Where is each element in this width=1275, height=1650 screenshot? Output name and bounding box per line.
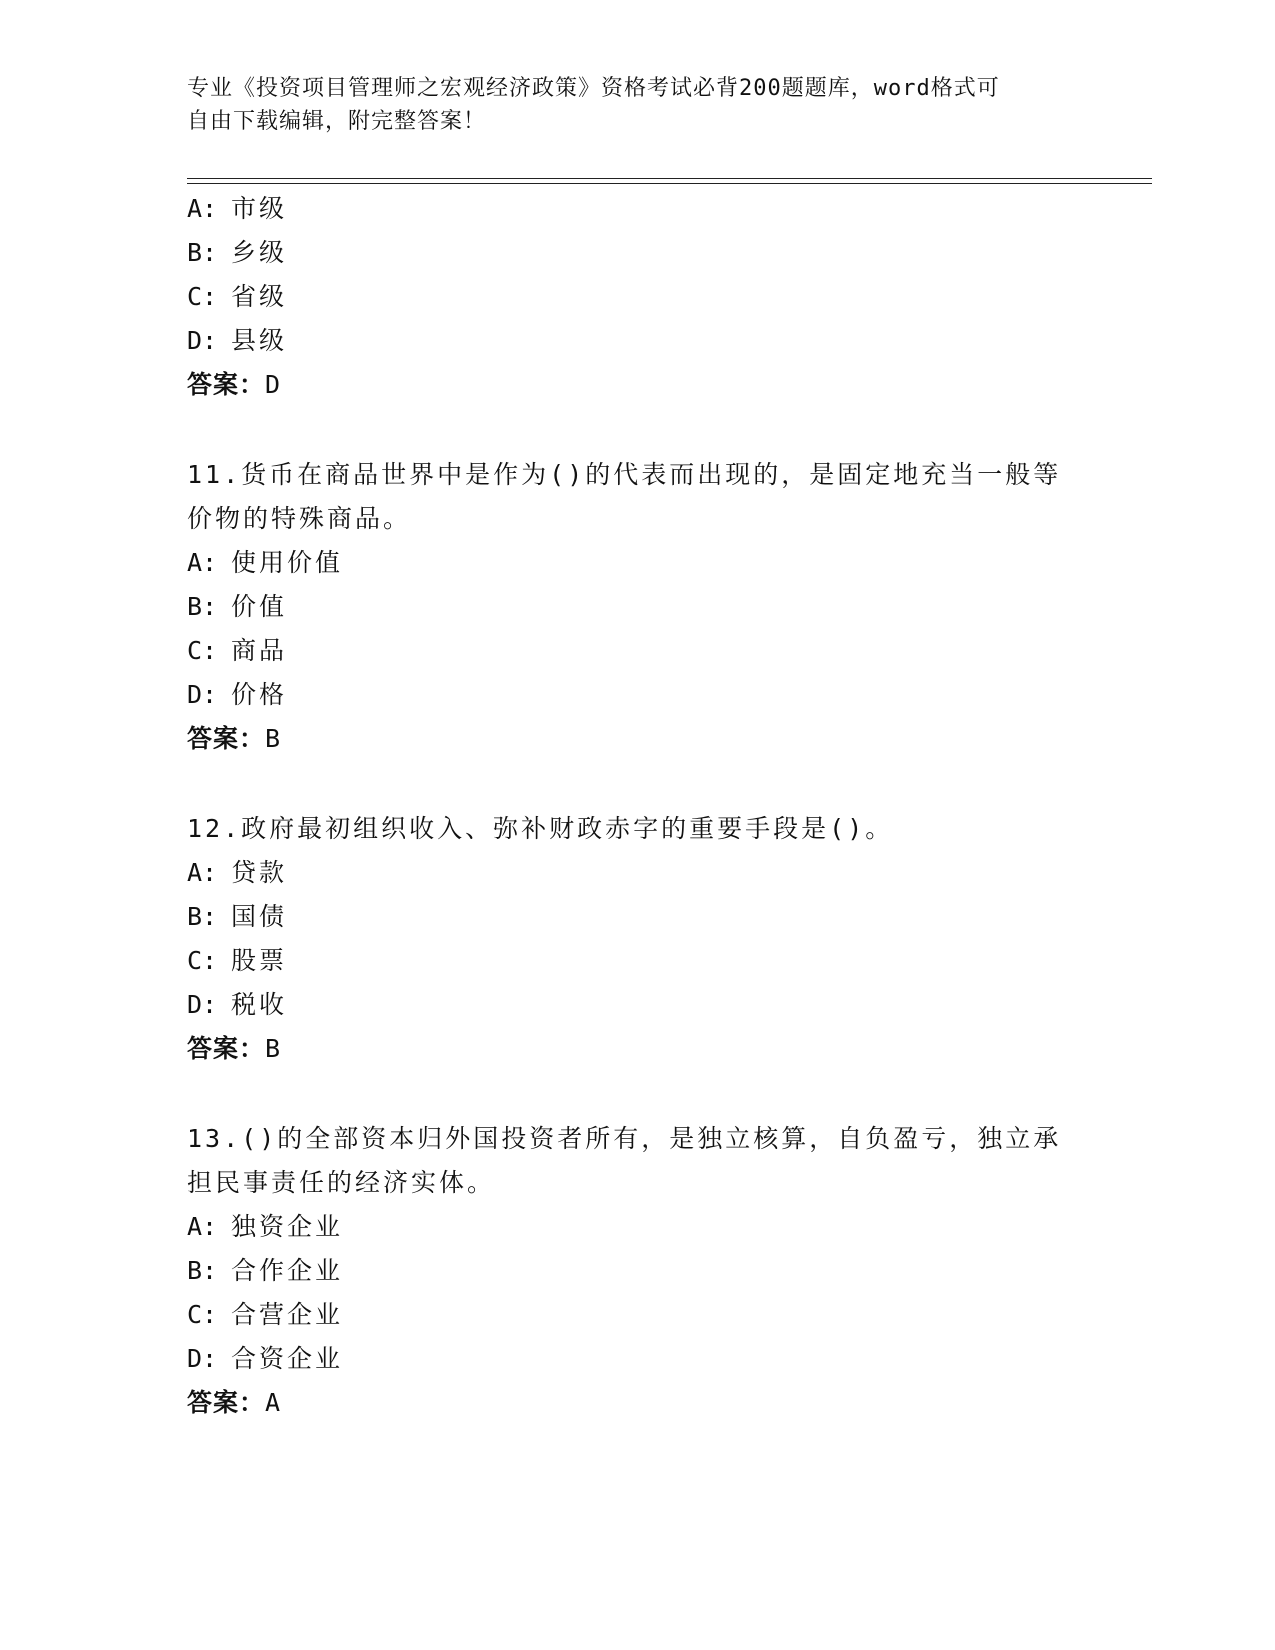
- q11-option-d: [187, 680, 287, 710]
- q12-option-a: [187, 858, 287, 888]
- q12-answer: [187, 1034, 281, 1064]
- option-text: 独资企业: [231, 1212, 344, 1241]
- q11-option-b: [187, 592, 287, 622]
- q12-option-b: [187, 902, 287, 932]
- option-letter: D:: [187, 326, 218, 355]
- q11-stem-line-2: 价物的特殊商品。: [187, 504, 412, 533]
- q10-option-c: [187, 282, 287, 312]
- option-text: 使用价值: [231, 548, 344, 577]
- option-letter: B:: [187, 592, 218, 621]
- option-text: 商品: [231, 636, 288, 665]
- option-text: 税收: [231, 990, 288, 1019]
- option-text: 省级: [231, 282, 288, 311]
- option-text: 县级: [231, 326, 288, 355]
- option-text: 价格: [231, 680, 288, 709]
- document-header: [187, 72, 1067, 138]
- header-line-2: 自由下载编辑，附完整答案！: [187, 109, 487, 134]
- q13-answer: [187, 1388, 281, 1418]
- q10-option-d: [187, 326, 287, 356]
- option-letter: C:: [187, 946, 218, 975]
- option-letter: D:: [187, 1344, 218, 1373]
- answer-label: 答案：: [187, 724, 266, 753]
- q11-stem-line-1: 11.货币在商品世界中是作为()的代表而出现的，是固定地充当一般等: [187, 460, 1062, 489]
- answer-value: B: [265, 724, 282, 753]
- option-text: 乡级: [231, 238, 288, 267]
- option-text: 贷款: [231, 858, 288, 887]
- q12-stem-line-1: 12.政府最初组织收入、弥补财政赤字的重要手段是()。: [187, 814, 894, 843]
- option-letter: D:: [187, 680, 218, 709]
- q11-option-a: [187, 548, 343, 578]
- answer-label: 答案：: [187, 1034, 266, 1063]
- answer-value: D: [265, 370, 282, 399]
- option-text: 合营企业: [231, 1300, 344, 1329]
- q10-answer: [187, 370, 281, 400]
- q13-option-a: [187, 1212, 343, 1242]
- q13-stem-line-1: 13.()的全部资本归外国投资者所有，是独立核算，自负盈亏，独立承: [187, 1124, 1062, 1153]
- option-text: 合资企业: [231, 1344, 344, 1373]
- option-text: 价值: [231, 592, 288, 621]
- answer-value: B: [265, 1034, 282, 1063]
- option-letter: A:: [187, 1212, 218, 1241]
- option-text: 股票: [231, 946, 288, 975]
- option-letter: B:: [187, 1256, 218, 1285]
- q13-option-d: [187, 1344, 343, 1374]
- answer-value: A: [265, 1388, 282, 1417]
- q11-option-c: [187, 636, 287, 666]
- q13-stem-line-2: 担民事责任的经济实体。: [187, 1168, 496, 1197]
- option-letter: D:: [187, 990, 218, 1019]
- q13-option-c: [187, 1300, 343, 1330]
- q10-option-a: [187, 194, 287, 224]
- option-letter: A:: [187, 194, 218, 223]
- option-text: 国债: [231, 902, 288, 931]
- option-letter: C:: [187, 636, 218, 665]
- option-text: 合作企业: [231, 1256, 344, 1285]
- q11-answer: [187, 724, 281, 754]
- option-text: 市级: [231, 194, 288, 223]
- header-divider-top: [187, 178, 1152, 179]
- header-line-1: 专业《投资项目管理师之宏观经济政策》资格考试必背200题题库，word格式可: [187, 76, 1000, 101]
- option-letter: A:: [187, 548, 218, 577]
- option-letter: C:: [187, 282, 218, 311]
- option-letter: A:: [187, 858, 218, 887]
- answer-label: 答案：: [187, 1388, 266, 1417]
- answer-label: 答案：: [187, 370, 266, 399]
- option-letter: C:: [187, 1300, 218, 1329]
- option-letter: B:: [187, 902, 218, 931]
- q12-option-c: [187, 946, 287, 976]
- q12-option-d: [187, 990, 287, 1020]
- option-letter: B:: [187, 238, 218, 267]
- header-divider-bottom: [187, 183, 1152, 184]
- q13-option-b: [187, 1256, 343, 1286]
- q10-option-b: [187, 238, 287, 268]
